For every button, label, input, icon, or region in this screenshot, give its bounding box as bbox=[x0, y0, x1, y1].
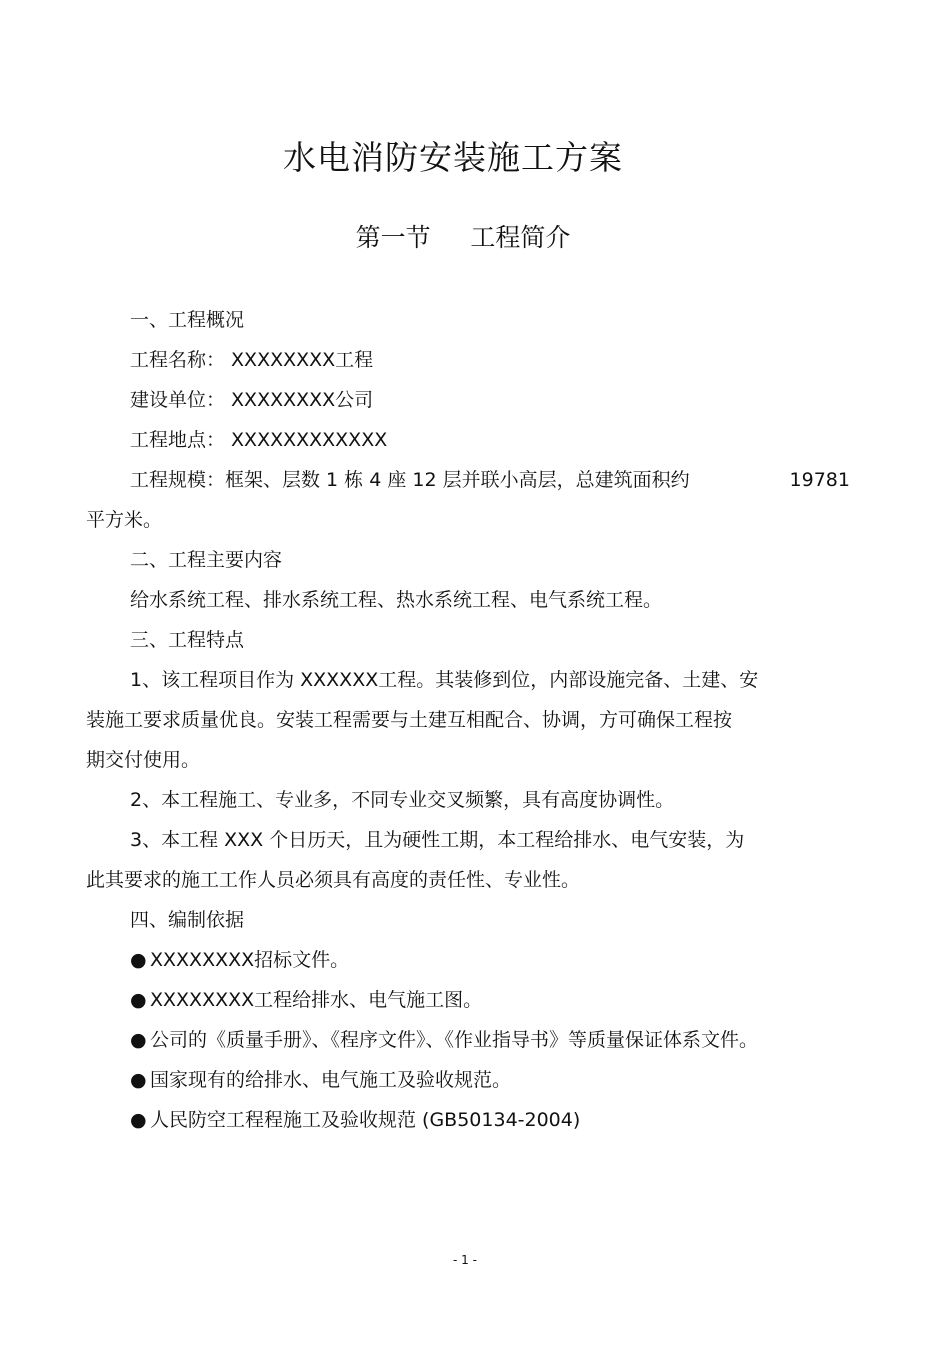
basis-item bbox=[86, 1100, 856, 1140]
basis-item bbox=[86, 940, 856, 980]
main-content-text: 给水系统工程、排水系统工程、热水系统工程、电气系统工程。 bbox=[130, 589, 663, 611]
scale-area-value: 19781 bbox=[789, 469, 850, 491]
page-number: - 1 - bbox=[453, 1253, 477, 1267]
basis-item-text: XXXXXXXX工程给排水、电气施工图。 bbox=[150, 989, 483, 1011]
heading-project-overview: 一、工程概况 bbox=[130, 309, 245, 331]
project-name-line: 工程名称： XXXXXXXX工程 bbox=[130, 349, 374, 371]
builder-line: 建设单位： XXXXXXXX公司 bbox=[130, 389, 374, 411]
basis-item-text: XXXXXXXX招标文件。 bbox=[150, 949, 350, 971]
feature-2: 2、本工程施工、专业多，不同专业交叉频繁，具有高度协调性。 bbox=[130, 789, 675, 811]
basis-item-text: 人民防空工程程施工及验收规范 (GB50134-2004) bbox=[150, 1109, 581, 1131]
location-line: 工程地点： XXXXXXXXXXXX bbox=[130, 429, 388, 451]
bullet-icon: ● bbox=[130, 1069, 147, 1091]
bullet-icon: ● bbox=[130, 1109, 147, 1131]
heading-project-features: 三、工程特点 bbox=[130, 629, 245, 651]
heading-compilation-basis: 四、编制依据 bbox=[130, 909, 245, 931]
basis-item bbox=[86, 980, 856, 1020]
bullet-icon: ● bbox=[130, 1029, 147, 1051]
document-title: 水电消防安装施工方案 bbox=[283, 138, 623, 177]
basis-item-text: 公司的《质量手册》、《程序文件》、《作业指导书》等质量保证体系文件。 bbox=[150, 1029, 759, 1051]
section-heading: 第一节 工程简介 bbox=[355, 223, 571, 252]
bullet-icon: ● bbox=[130, 989, 147, 1011]
scale-text: 工程规模：框架、层数 1 栋 4 座 12 层并联小高层，总建筑面积约 bbox=[130, 469, 690, 491]
feature-1-line-3: 期交付使用。 bbox=[86, 749, 201, 771]
basis-item bbox=[86, 1020, 856, 1060]
feature-1-line-1: 1、该工程项目作为 XXXXXX工程。其装修到位，内部设施完备、土建、安 bbox=[130, 669, 759, 691]
heading-main-content: 二、工程主要内容 bbox=[130, 549, 283, 571]
scale-line-1 bbox=[86, 460, 850, 500]
basis-item bbox=[86, 1060, 856, 1100]
scale-line-2: 平方米。 bbox=[86, 509, 163, 531]
feature-3-line-2: 此其要求的施工工作人员必须具有高度的责任性、专业性。 bbox=[86, 869, 581, 891]
document-body bbox=[86, 300, 856, 1140]
feature-1-line-2: 装施工要求质量优良。安装工程需要与土建互相配合、协调，方可确保工程按 bbox=[86, 709, 733, 731]
basis-item-text: 国家现有的给排水、电气施工及验收规范。 bbox=[150, 1069, 512, 1091]
bullet-icon: ● bbox=[130, 949, 147, 971]
feature-3-line-1: 3、本工程 XXX 个日历天，且为硬性工期，本工程给排水、电气安装，为 bbox=[130, 829, 745, 851]
